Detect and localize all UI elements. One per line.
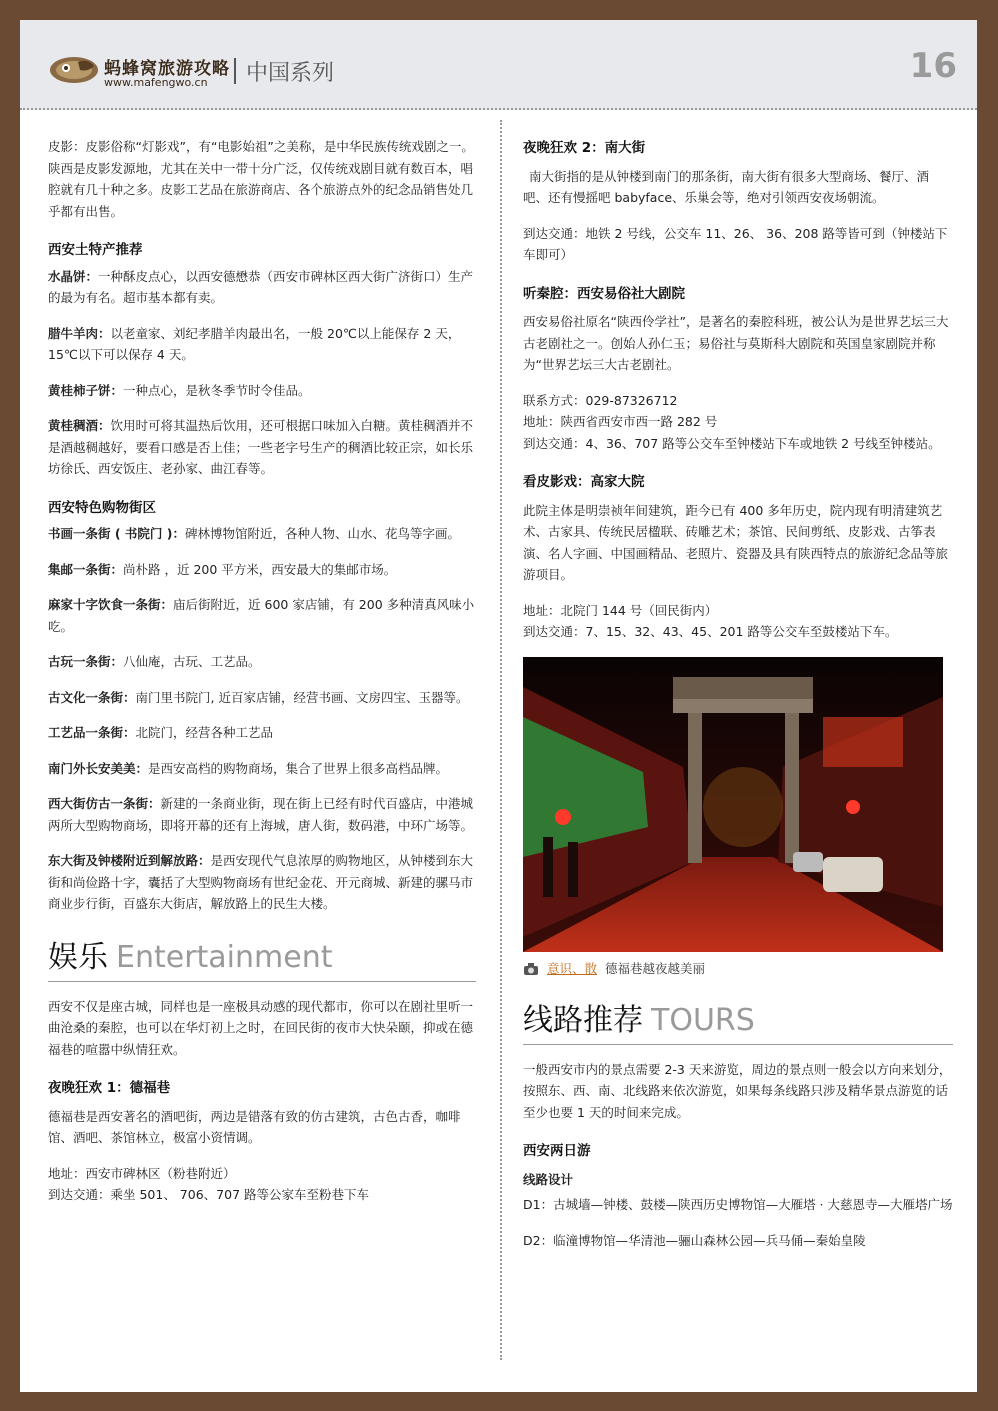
mafengwo-logo-icon: [48, 52, 104, 86]
night1-text: 德福巷是西安著名的酒吧街，两边是错落有致的仿古建筑，古色古香，咖啡馆、酒吧、茶馆林立，极富小资情调。: [48, 1108, 461, 1145]
camera-icon: [523, 962, 539, 976]
night2-heading: 夜晚狂欢 2：南大街: [523, 140, 646, 156]
piying-traffic: 到达交通：7、15、32、43、45、201 路等公交车至鼓楼站下车。: [523, 624, 898, 639]
specialty-item: [48, 323, 476, 366]
specialty-heading: 西安土特产推荐: [48, 242, 143, 258]
logo-name: 蚂蜂窝旅游攻略: [104, 59, 230, 79]
shopping-term: 西大街仿古一条街：: [48, 796, 161, 811]
qinqiang-text: 西安易俗社原名“陕西伶学社”，是著名的秦腔科班，被公认为是世界艺坛三大古老剧社之一。创始人孙仁玉；易俗社与莫斯科大剧院和英国皇家剧院并称为“世界艺坛三大古老剧社。: [523, 314, 949, 372]
piying-address: 地址：北院门 144 号（回民街内）: [523, 602, 718, 618]
defu-lane-photo: [523, 657, 943, 952]
night1-traffic: 到达交通：乘坐 501、 706、707 路等公家车至粉巷下车: [48, 1187, 369, 1202]
left-column: [48, 136, 476, 1206]
column-divider: [500, 120, 502, 1360]
specialty-term: 腊牛羊肉：: [48, 325, 111, 341]
intro-paragraph: [48, 136, 476, 222]
route-day2: D2：临潼博物馆—华清池—骊山森林公园—兵马俑—秦始皇陵: [523, 1232, 866, 1248]
shopping-term: 南门外长安美美：: [48, 760, 149, 776]
shopping-term: 集邮一条街：: [48, 561, 124, 577]
specialty-text: 饮用时可将其温热后饮用，还可根据口味加入白糖。黄桂稠酒并不是酒越稠越好，要看口感是否上佳；一些老字号生产的稠酒比较正宗，如长乐坊徐氏、西安饭庄、老孙家、曲江春等。: [48, 418, 474, 476]
qinqiang-address: 地址：陕西省西安市西一路 282 号: [523, 414, 718, 429]
shopping-item: [48, 523, 476, 545]
page-number: 16: [909, 46, 957, 86]
shopping-item: [48, 850, 476, 915]
specialty-text: 一种酥皮点心，以西安德懋恭（西安市碑林区西大街广济街口）生产的最为有名。超市基本都有卖。: [48, 268, 474, 305]
shopping-item: [48, 758, 476, 780]
logo-url: www.mafengwo.cn: [104, 76, 208, 89]
route-day1: D1：古城墙—钟楼、鼓楼—陕西历史博物馆—大雁塔 · 大慈恩寺—大雁塔广场: [523, 1197, 953, 1212]
shopping-text: 是西安高档的购物商场，集合了世界上很多高档品牌。: [148, 760, 449, 776]
entertainment-title-en: Entertainment: [116, 939, 333, 975]
shopping-text: 是西安现代气息浓厚的购物地区，从钟楼到东大街和尚俭路十字，囊括了大型购物商场有世纪金花、开元商城、新建的骡马市商业步行街，百盛东大街店，解放路上的民生大楼。: [48, 853, 474, 911]
specialty-item: [48, 415, 476, 480]
night-street-illustration: [523, 657, 943, 952]
series-title: 中国系列: [246, 61, 335, 86]
night2-text: 南大街指的是从钟楼到南门的那条街，南大街有很多大型商场、餐厅、酒吧、还有慢摇吧 babyface、乐巢会等，绝对引领西安夜场朝流。: [523, 168, 930, 205]
shopping-term: 古玩一条街：: [48, 654, 124, 669]
shopping-item: [48, 793, 476, 836]
entertainment-title-cn: 娱乐: [48, 939, 108, 975]
qinqiang-contact: 联系方式：029-87326712: [523, 392, 678, 408]
shopping-text: 碑林博物馆附近，各种人物、山水、花鸟等字画。: [184, 526, 460, 541]
shopping-text: 庙后街附近，近 600 家店铺，有 200 多种清真风味小吃。: [48, 597, 475, 634]
shopping-item: [48, 651, 476, 673]
caption-text: 德福巷越夜越美丽: [604, 960, 705, 976]
shopping-item: [48, 594, 476, 637]
specialty-text: 以老童家、刘纪孝腊羊肉最出名，一般 20℃以上能保存 2 天，15℃以下可以保存 4 天。: [48, 325, 461, 362]
piying-heading: 看皮影戏：高家大院: [523, 474, 645, 490]
two-day-heading: 西安两日游: [523, 1143, 591, 1159]
entertainment-intro: 西安不仅是座古城，同样也是一座极具动感的现代都市，你可以在剧社里听一曲沧桑的秦腔，也可以在华灯初上之时，在回民街的夜市大快朵颐，抑或在德福巷的喧嚣中纵情狂欢。: [48, 998, 474, 1057]
shopping-term: 东大街及钟楼附近到解放路：: [48, 853, 211, 868]
shopping-text: 尚朴路 ，近 200 平方米，西安最大的集邮市场。: [123, 561, 397, 577]
piying-text: 此院主体是明崇祯年间建筑，距今已有 400 多年历史，院内现有明清建筑艺术、古家具、传统民居楹联、砖雕艺术；茶馆、民间剪纸、皮影戏、古筝表演、名人字画、中国画精品、老照片、瓷器及具有陕西特点的旅游纪念品等旅游项目。: [523, 502, 949, 582]
tours-intro: 一般西安市内的景点需要 2-3 天来游览，周边的景点则一般会以方向来划分，按照东、西、南、北线路来依次游览，如果每条线路只涉及精华景点游览的话至少也要 1 天的时间来完成。: [523, 1061, 952, 1120]
shopping-item: [48, 722, 476, 744]
shopping-text: 北院门，经营各种工艺品: [135, 725, 274, 740]
qinqiang-traffic: 到达交通：4、36、707 路等公交车至钟楼站下车或地铁 2 号线至钟楼站。: [523, 435, 941, 451]
shopping-text: 八仙庵，古玩、工艺品。: [123, 654, 261, 669]
tours-title: [523, 1002, 953, 1045]
specialty-term: 黄桂柿子饼：: [48, 382, 124, 398]
specialty-item: [48, 380, 476, 402]
night1-heading: 夜晚狂欢 1：德福巷: [48, 1080, 171, 1096]
qinqiang-heading: 听秦腔：西安易俗社大剧院: [523, 285, 685, 302]
shopping-text: 新建的一条商业街，现在街上已经有时代百盛店，中港城两所大型购物商场，即将开幕的还有上海城，唐人街，数码港，中环广场等。: [48, 796, 474, 833]
tours-title-cn: 线路推荐: [523, 1002, 643, 1038]
specialty-text: 一种点心，是秋冬季节时令佳品。: [123, 382, 311, 398]
logo-separator: [234, 58, 236, 84]
shopping-item: [48, 687, 476, 709]
right-column: [523, 136, 953, 1265]
specialty-term: 黄桂稠酒：: [48, 418, 111, 433]
page: [20, 20, 977, 1392]
specialty-item: [48, 266, 476, 309]
night1-address: 地址：西安市碑林区（粉巷附近）: [48, 1165, 236, 1181]
tours-title-en: TOURS: [651, 1002, 755, 1038]
shopping-term: 麻家十字饮食一条街：: [48, 597, 174, 612]
route-label: 线路设计: [523, 1171, 574, 1187]
photo-caption: [523, 958, 953, 980]
shopping-term: 古文化一条街：: [48, 689, 136, 705]
shopping-item: [48, 559, 476, 581]
header: [20, 20, 977, 110]
shopping-term: 书画一条街 ( 书院门 )：: [48, 526, 185, 541]
shopping-term: 工艺品一条街：: [48, 725, 136, 740]
entertainment-title: [48, 939, 476, 982]
night2-traffic: 到达交通：地铁 2 号线，公交车 11、26、 36、208 路等皆可到（钟楼站下车即可）: [523, 225, 948, 262]
shopping-text: 南门里书院门, 近百家店铺，经营书画、文房四宝、玉器等。: [135, 689, 469, 705]
shopping-heading: 西安特色购物街区: [48, 499, 156, 516]
photographer-link[interactable]: 意识、散: [547, 960, 598, 976]
specialty-term: 水晶饼：: [48, 268, 99, 284]
intro-text: 皮影：皮影俗称“灯影戏”，有“电影始祖”之美称，是中华民族传统戏剧之一。陕西是皮影发源地，尤其在关中一带十分广泛，仅传统戏剧目就有数百本，唱腔就有几十种之多。皮影工艺品在旅游商店、各个旅游点外的纪念品销售处几乎都有出售。: [48, 139, 474, 219]
